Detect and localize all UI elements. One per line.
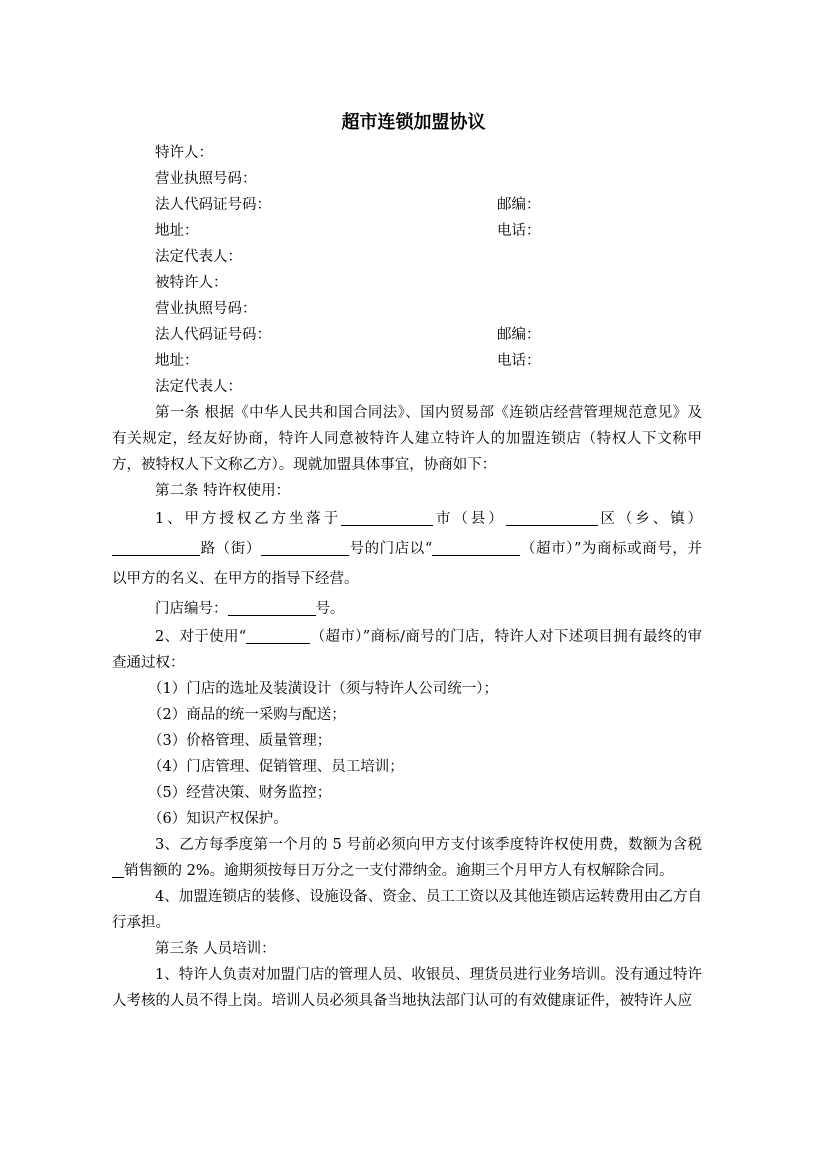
franchisee-postcode-field: 邮编：	[497, 327, 541, 343]
store-number-blank[interactable]	[228, 599, 316, 616]
review-item: （5）经营决策、财务监控；	[148, 785, 332, 801]
trademark-blank[interactable]	[246, 627, 310, 644]
review-item: （2）商品的统一采购与配送；	[148, 707, 346, 723]
document-title: 超市连锁加盟协议	[341, 112, 486, 133]
franchisor-license-field: 营业执照号码：	[155, 171, 257, 187]
street-number-blank[interactable]	[261, 539, 349, 556]
franchisee-representative-field: 法定代表人：	[155, 379, 242, 395]
franchisor-field: 特许人：	[155, 145, 213, 161]
franchisor-phone-field: 电话：	[497, 223, 541, 239]
franchisee-field: 被特许人：	[155, 275, 228, 291]
franchisor-address-field: 地址：	[155, 223, 199, 239]
article-2-clause-1: 1、甲方授权乙方坐落于 市（县） 区（乡、镇）路（街） 号的门店以“ （超市）”为商标或商号，并以甲方的名义、在甲方的指导下经营。	[112, 511, 702, 587]
review-item: （6）知识产权保护。	[148, 811, 288, 827]
town-blank[interactable]	[112, 539, 200, 556]
brand-name-blank[interactable]	[432, 539, 520, 556]
franchisee-address-field: 地址：	[155, 353, 199, 369]
franchisee-license-field: 营业执照号码：	[155, 301, 257, 317]
store-number-line: 门店编号： 号。	[155, 601, 345, 617]
franchisee-phone-field: 电话：	[497, 353, 541, 369]
article-2-clause-2: 2、对于使用“ （超市）”商标/商号的门店，特许人对下述项目拥有最终的审查通过权：	[112, 629, 703, 671]
review-item: （3）价格管理、质量管理；	[148, 733, 332, 749]
district-blank[interactable]	[506, 509, 598, 526]
article-3-title: 第三条 人员培训：	[155, 941, 276, 957]
franchisee-legal-code-field: 法人代码证号码：	[155, 327, 271, 343]
article-2-clause-3: 3、乙方每季度第一个月的 5 号前必须向甲方支付该季度特许权使用费，数额为含税销售额的 2%。逾期须按每日万分之一支付滞纳金。逾期三个月甲方人有权解除合同。	[112, 832, 702, 884]
article-2-title: 第二条 特许权使用：	[155, 483, 291, 499]
document-body	[112, 140, 702, 1014]
franchisor-postcode-field: 邮编：	[497, 197, 541, 213]
franchisee-code-row	[112, 322, 702, 348]
article-2-clause-4: 4、加盟连锁店的装修、设施设备、资金、员工工资以及其他连锁店运转费用由乙方自行承担。	[112, 889, 702, 931]
franchisee-address-row	[112, 348, 702, 374]
franchisor-address-row	[112, 218, 702, 244]
article-1: 第一条 根据《中华人民共和国合同法》、国内贸易部《连锁店经营管理规范意见》及有关规定，经友好协商，特许人同意被特许人建立特许人的加盟连锁店（特权人下文称甲方，被特权人下文称乙方）。现就加盟具体事宜，协商如下：	[112, 405, 702, 473]
review-item: （4）门店管理、促销管理、员工培训；	[148, 759, 404, 775]
franchisor-representative-field: 法定代表人：	[155, 249, 242, 265]
franchisor-code-row	[112, 192, 702, 218]
city-blank[interactable]	[341, 509, 433, 526]
tax-blank[interactable]	[112, 861, 124, 878]
review-item: （1）门店的选址及装潢设计（须与特许人公司统一）；	[148, 681, 498, 697]
article-3-clause-1: 1、特许人负责对加盟门店的管理人员、收银员、理货员进行业务培训。没有通过特许人考核的人员不得上岗。培训人员必须具备当地执法部门认可的有效健康证件，被特许人应	[112, 967, 702, 1009]
franchisor-legal-code-field: 法人代码证号码：	[155, 197, 271, 213]
